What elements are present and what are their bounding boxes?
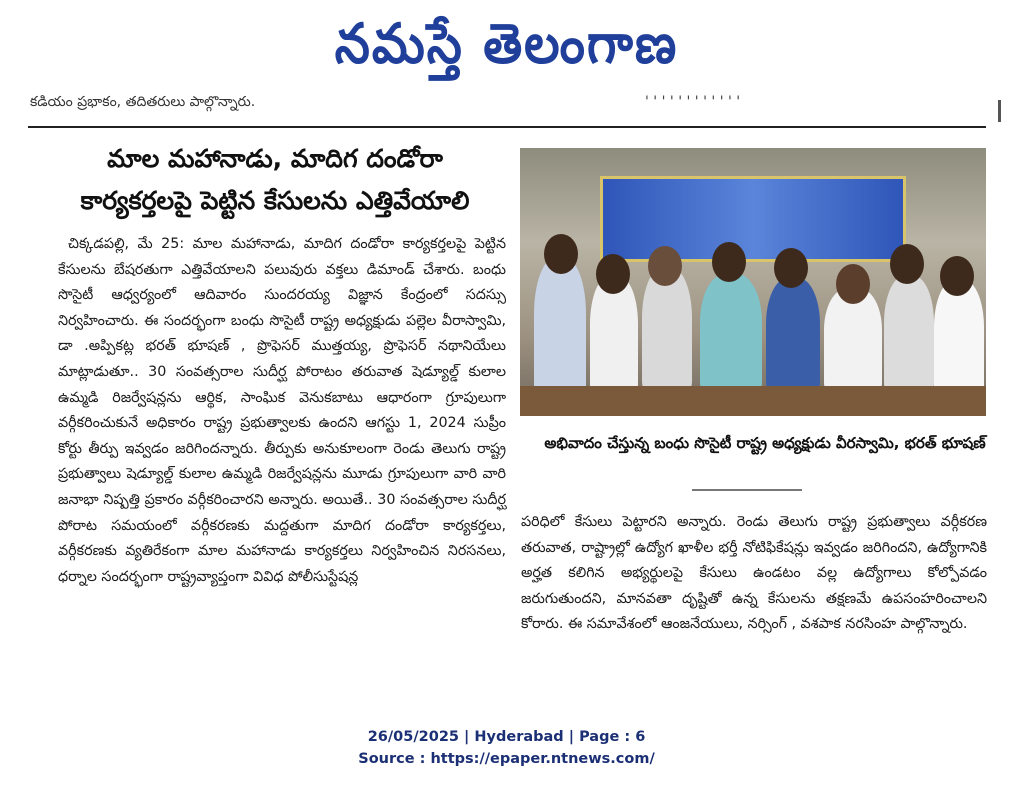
article-body-right: పరిధిలో కేసులు పెట్టారని అన్నారు. రెండు తెలుగు రాష్ట్ర ప్రభుత్వాలు వర్గీకరణ తరువాత, రాష్ట్రాల్లో ఉద్యోగ ఖాళీల భర్తీ నోటిఫికేషన్లు ఇవ్వడం జరిగిందని, ఉద్యోగానికి అర్హత కలిగిన అభ్యర్థులపై కేసులు ఉండటం వల్ల ఉద్యోగాలు కోల్పోవడం జరుగుతుందని, మానవతా దృష్టితో ఉన్న కేసులను తక్షణమే ఉపసంహరించాలని కోరారు. ఈ సమావేశంలో ఆంజనేయులు, నర్సింగ్ , వశపాక నరసింహ పాల్గొన్నారు. bbox=[521, 514, 987, 633]
masthead bbox=[0, 8, 1013, 80]
caption-divider bbox=[692, 489, 802, 491]
photo-person bbox=[590, 276, 638, 396]
previous-article-fragment: ' ' ' ' ' ' ' ' ' ' ' ' bbox=[645, 94, 741, 110]
top-divider bbox=[28, 126, 986, 128]
photo-person bbox=[642, 268, 692, 393]
article-body-left: చిక్కడపల్లి, మే 25: మాల మహానాడు, మాదిగ దండోరా కార్యకర్తలపై పెట్టిన కేసులను బేషరతుగా ఎత్తివేయాలని పలువురు వక్తలు డిమాండ్ చేశారు. బంధు సొసైటీ ఆధ్వర్యంలో ఆదివారం సుందరయ్య విజ్ఞాన కేంద్రంలో సదస్సు నిర్వహించారు. ఈ సందర్భంగా బంధు సొసైటీ రాష్ట్ర అధ్యక్షుడు పల్లెల వీరాస్వామి, డా .అప్పికట్ల భరత్ భూషణ్ , ప్రొఫెసర్ ముత్తయ్య, ప్రొఫెసర్ నథానియేలు మాట్లాడుతూ.. 30 సంవత్సరాల సుదీర్ఘ పోరాటం తరువాత షెడ్యూల్డ్ కులాల ఉమ్మడి రిజర్వేషన్లను ఆర్థిక, సాంఘిక వెనుకబాటు ఆధారంగా గ్రూపులుగా వర్గీకరించుకునే అధికారం రాష్ట్ర ప్రభుత్వాలకు ఉందని ఆగస్టు 1, 2024 సుప్రీం కోర్టు తీర్పు ఇవ్వడం జరిగిందన్నారు. తీర్పుకు అనుకూలంగా రెండు తెలుగు రాష్ట్ర ప్రభుత్వాలు షెడ్యూల్డ్ కులాల ఉమ్మడి రిజర్వేషన్లను మూడు గ్రూపులుగా వారి వారి జనాభా నిష్పత్తి ప్రకారం వర్గీకరించారని అన్నారు. అయితే.. 30 సంవత్సరాల సుదీర్ఘ పోరాట సమయంలో వర్గీకరణకు మద్దతుగా మాదిగ దండోరా కార్యకర్తలు, వర్గీకరణకు వ్యతిరేకంగా మాల మహానాడు కార్యకర్తలు నిర్వహించిన నిరసనలు, ధర్నాల సందర్భంగా రాష్ట్రవ్యాప్తంగా వివిధ పోలీసుస్టేషన్ల bbox=[58, 236, 506, 585]
photo-backdrop-banner bbox=[600, 176, 906, 262]
headline-line-1: మాల మహానాడు, మాదిగ దండోరా bbox=[107, 144, 443, 173]
footer-source: Source : https://epaper.ntnews.com/ bbox=[358, 751, 655, 767]
article-body-right-column bbox=[521, 510, 987, 638]
photo-person-head bbox=[890, 244, 924, 284]
photo-caption: అభివాదం చేస్తున్న బంధు సొసైటీ రాష్ట్ర అధ్యక్షుడు వీరస్వామి, భరత్ భూషణ్ bbox=[544, 434, 986, 452]
footer-date-page: 26/05/2025 | Hyderabad | Page : 6 bbox=[367, 729, 646, 745]
headline-line-2: కార్యకర్తలపై పెట్టిన కేసులను ఎత్తివేయాలి bbox=[80, 186, 470, 215]
photo-person bbox=[884, 276, 934, 394]
column-mark bbox=[998, 100, 1001, 122]
photo-table bbox=[520, 386, 986, 416]
previous-article-strip bbox=[30, 94, 985, 116]
photo-person-head bbox=[596, 254, 630, 294]
previous-article-text: కడియం ప్రభాకం, తదితరులు పాల్గొన్నారు. bbox=[30, 94, 256, 110]
photo-person-head bbox=[836, 264, 870, 304]
photo-person-head bbox=[712, 242, 746, 282]
page-footer bbox=[0, 726, 1013, 770]
photo-person bbox=[766, 278, 820, 393]
article-body-left-column bbox=[58, 232, 506, 590]
photo-person bbox=[934, 280, 984, 398]
newspaper-logo: నమస్తే తెలంగాణ bbox=[334, 12, 679, 76]
photo-person bbox=[534, 258, 586, 398]
article-headline bbox=[36, 138, 514, 222]
news-photo bbox=[520, 148, 986, 416]
photo-person-head bbox=[648, 246, 682, 286]
photo-person bbox=[700, 274, 762, 394]
photo-person-head bbox=[940, 256, 974, 296]
photo-person-head bbox=[774, 248, 808, 288]
photo-person-head bbox=[544, 234, 578, 274]
